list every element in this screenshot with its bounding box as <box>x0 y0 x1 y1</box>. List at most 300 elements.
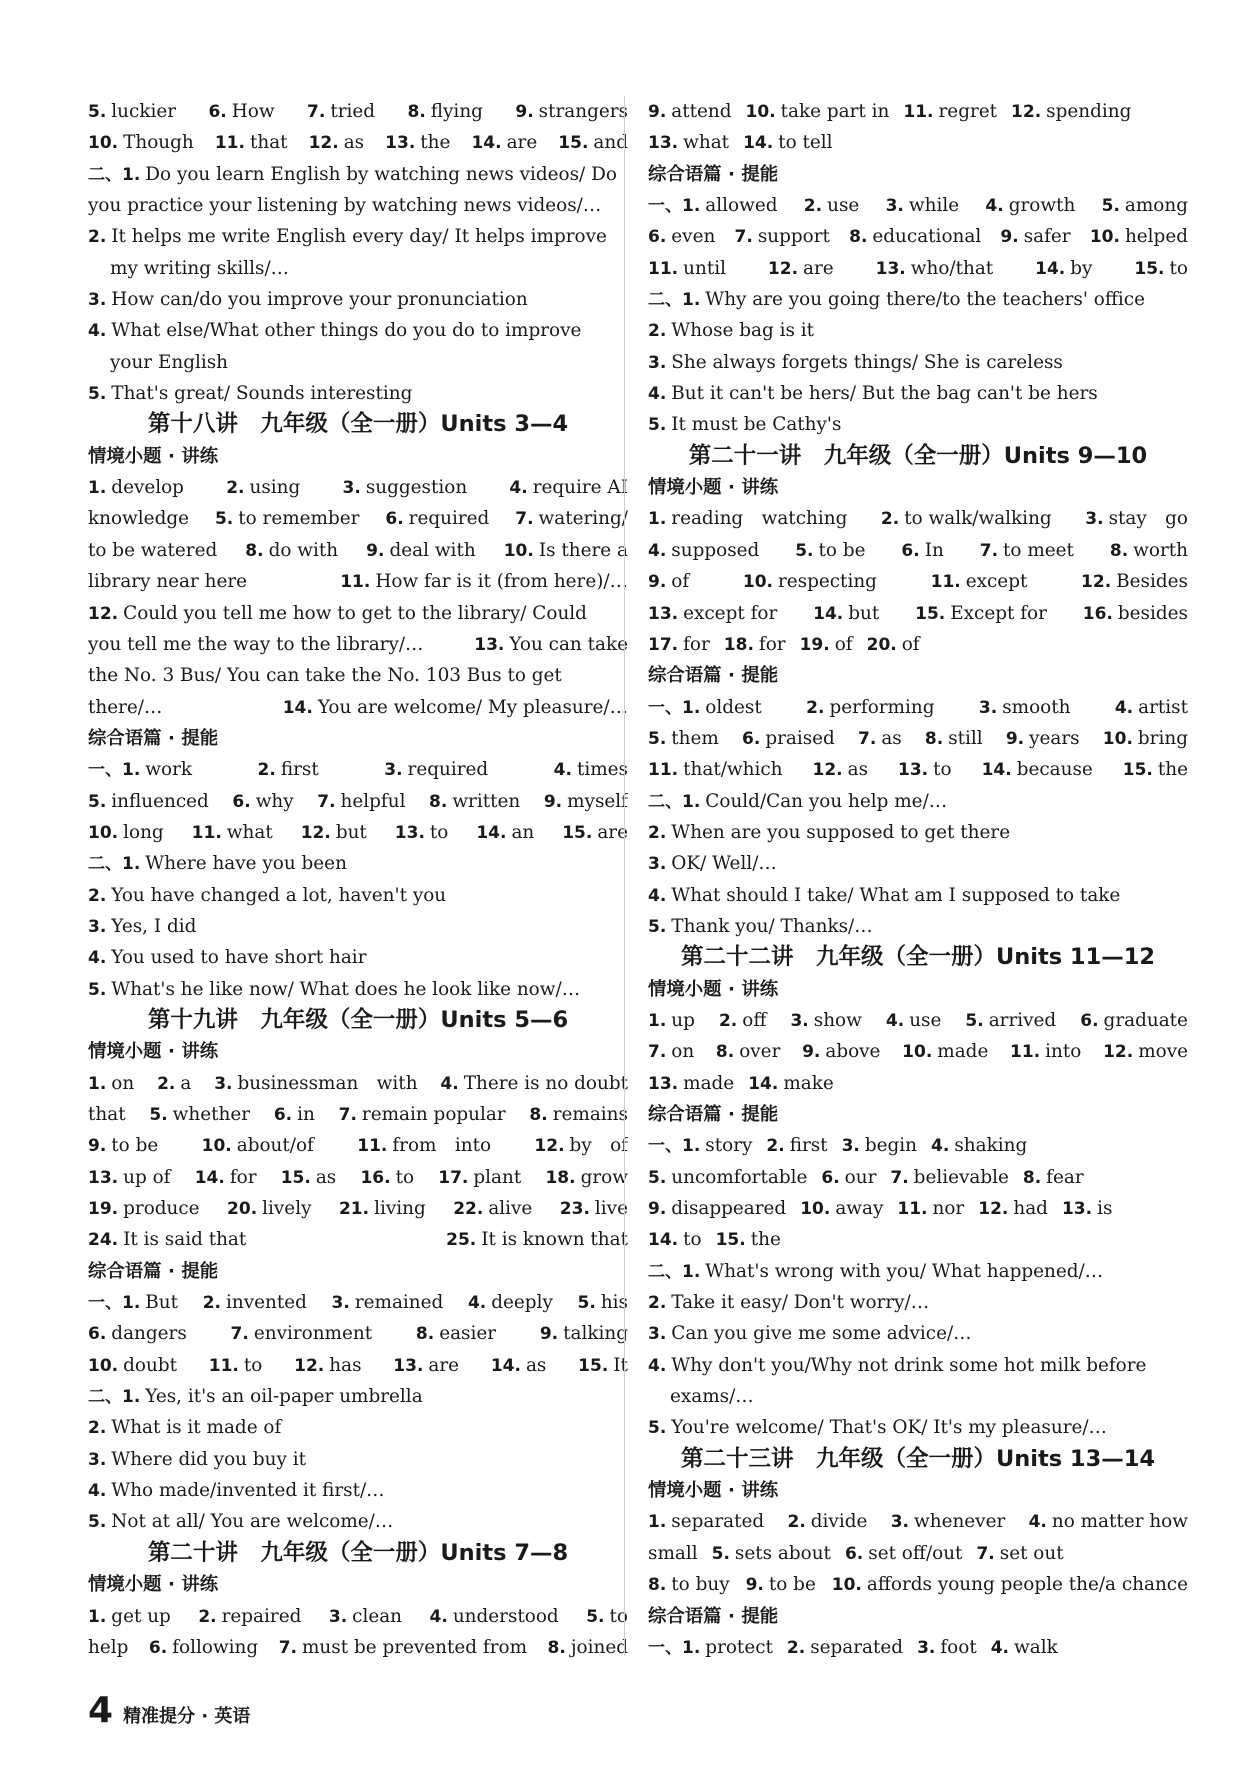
answer-item: 17. for <box>648 633 710 655</box>
answer-item: 3. OK/ Well/… <box>648 853 777 875</box>
answer-item: 6. set off/out <box>844 1542 963 1564</box>
answer-item: 11. that <box>214 132 288 154</box>
answer-line <box>648 1569 1188 1600</box>
answer-item: 20. lively <box>227 1198 312 1220</box>
answer-item: 5. arrived <box>965 1009 1057 1031</box>
answer-item: 9. attend <box>648 101 732 122</box>
answer-item: 10. made <box>902 1041 989 1063</box>
answer-line <box>88 1162 628 1193</box>
answer-item: 15. to <box>1134 257 1188 279</box>
answer-item: 5. Not at all/ You are welcome/… <box>88 1511 394 1533</box>
answer-item: 10. affords young people the/a chance <box>831 1574 1188 1596</box>
answer-line <box>648 1224 1188 1255</box>
answer-item: 3. stay go <box>1085 508 1188 530</box>
answer-item: 10. long <box>88 821 164 843</box>
answer-line <box>648 503 1188 534</box>
section-heading: 情境小题 · 讲练 <box>88 445 219 467</box>
answer-item: 2. Whose bag is it <box>648 320 815 342</box>
answer-line <box>88 1318 628 1349</box>
answer-item: 一、1. story <box>648 1135 753 1157</box>
answer-item: 14. You are welcome/ My pleasure/… <box>282 696 628 718</box>
answer-line <box>88 1381 628 1412</box>
answer-line <box>648 754 1188 785</box>
answer-item: 16. besides <box>1082 602 1188 624</box>
answer-item: 14. as <box>490 1354 547 1376</box>
answer-item: 4. growth <box>985 195 1076 217</box>
answer-item: 9. myself <box>543 790 628 812</box>
answer-item: 9. of <box>648 571 690 593</box>
answer-item: 11. to <box>208 1354 263 1376</box>
section-heading: 综合语篇 · 提能 <box>648 1605 779 1627</box>
answer-item: 2. first <box>257 759 319 781</box>
answer-item: 12. had <box>978 1198 1048 1220</box>
answer-item: 10. take part in <box>745 101 890 122</box>
answer-item: 2. What is it made of <box>88 1417 282 1439</box>
answer-item: 5. influenced <box>88 790 209 812</box>
answer-item: 4. times <box>553 759 628 781</box>
answer-item: 14. an <box>476 821 535 843</box>
answer-line <box>648 1036 1188 1067</box>
answer-item: 6. in <box>273 1104 315 1125</box>
answer-item: 10. about/of <box>201 1135 314 1157</box>
answer-item: 12. are <box>767 257 834 279</box>
section-heading: 综合语篇 · 提能 <box>88 727 219 749</box>
answer-line <box>648 1506 1188 1537</box>
answer-line <box>88 1475 628 1506</box>
answer-item: you practice your listening by watching news videos/… <box>88 195 602 217</box>
answer-line <box>648 1005 1188 1036</box>
answer-item: 12. move <box>1103 1041 1188 1063</box>
answer-item: 13. to <box>394 821 449 843</box>
answer-line <box>88 96 628 127</box>
answer-item: 14. to <box>648 1229 702 1251</box>
answer-line <box>88 284 628 315</box>
answer-line <box>88 221 628 252</box>
answer-item: 14. to tell <box>743 132 833 154</box>
answer-item: 14. but <box>813 602 880 624</box>
answer-item: 15. are <box>562 821 628 843</box>
answer-item: 7. set out <box>976 1542 1064 1564</box>
answer-item: 2. separated <box>786 1636 904 1658</box>
answer-line <box>648 1412 1188 1443</box>
answer-item: 3. How can/do you improve your pronunciation <box>88 289 528 311</box>
answer-item: 4. Why don't you/Why not drink some hot milk before <box>648 1354 1147 1376</box>
answer-line <box>648 723 1188 754</box>
answer-item: 5. What's he like now/ What does he look like now/… <box>88 978 581 1000</box>
answer-item: 6. why <box>232 790 294 812</box>
answer-line <box>88 911 628 942</box>
lecture-heading: 第十九讲 九年级（全一册）Units 5—6 <box>147 1006 569 1033</box>
answer-item: 10. away <box>800 1198 884 1220</box>
section-heading: 综合语篇 · 提能 <box>648 665 779 687</box>
answer-item: 4. supposed <box>648 539 760 561</box>
answer-item: 5. It must be Cathy's <box>648 414 842 436</box>
book-title: 精准提分 · 英语 <box>123 1706 251 1727</box>
answer-item: 6. dangers <box>88 1323 187 1345</box>
answer-item: 9. to be <box>88 1135 159 1157</box>
left-column <box>88 96 628 1663</box>
answer-item: 21. living <box>338 1198 426 1220</box>
answer-item: 11. How far is it (from here)/… <box>340 571 628 593</box>
answer-line <box>88 159 628 190</box>
answer-line <box>648 598 1188 629</box>
answer-item: 13. who/that <box>875 257 994 279</box>
answer-item: 15. the <box>715 1229 781 1251</box>
answer-line <box>648 911 1188 942</box>
answer-line <box>648 629 1188 660</box>
answer-item: 10. Is there a <box>503 539 628 561</box>
answer-line <box>648 96 1188 127</box>
answer-item: 18. for <box>723 633 786 655</box>
answer-item: to be watered <box>88 539 218 561</box>
answer-item: 10. helped <box>1089 226 1188 248</box>
answer-item: 8. flying <box>407 101 483 122</box>
answer-item: 12. as <box>812 759 869 781</box>
answer-item: 9. years <box>1005 727 1080 749</box>
answer-item: 7. support <box>734 226 830 248</box>
answer-item: 6. our <box>821 1166 877 1188</box>
answer-item: 11. that/which <box>648 759 783 781</box>
answer-line <box>648 1318 1188 1349</box>
section-heading: 情境小题 · 讲练 <box>648 477 779 499</box>
answer-line <box>88 1287 628 1318</box>
answer-item: 3. smooth <box>978 696 1071 718</box>
answer-item: 3. She always forgets things/ She is careless <box>648 351 1063 373</box>
answer-item: 1. up <box>648 1009 695 1031</box>
answer-item: 14. for <box>194 1166 257 1188</box>
answer-item: 24. It is said that <box>88 1229 247 1251</box>
answer-item: 5. sets about <box>711 1542 831 1564</box>
answer-item: 10. Though <box>88 132 194 154</box>
answer-item: 一、1. protect <box>648 1636 773 1658</box>
page-number: 4 <box>88 1690 114 1731</box>
answer-item: 3. whenever <box>890 1511 1006 1533</box>
answer-item: small <box>648 1542 698 1564</box>
answer-line <box>648 1068 1188 1099</box>
answer-item: 5. That's great/ Sounds interesting <box>88 383 413 405</box>
answer-item: 2. first <box>766 1135 828 1157</box>
answer-item: 12. but <box>300 821 367 843</box>
answer-line <box>648 315 1188 346</box>
answer-item: 4. deeply <box>467 1292 553 1314</box>
answer-line <box>88 1130 628 1161</box>
answer-item: 9. to be <box>745 1574 816 1596</box>
answer-item: 3. businessman with <box>214 1072 418 1094</box>
answer-item: 9. above <box>802 1041 881 1063</box>
answer-line <box>648 1381 1188 1412</box>
right-column <box>648 96 1188 1663</box>
answer-item: 2. Take it easy/ Don't worry/… <box>648 1292 930 1314</box>
lecture-heading: 第二十讲 九年级（全一册）Units 7—8 <box>147 1539 569 1566</box>
answer-line <box>88 942 628 973</box>
answer-item: 8. easier <box>415 1323 497 1345</box>
answer-item: 4. You used to have short hair <box>88 947 367 969</box>
answer-line <box>648 1350 1188 1381</box>
answer-item: 14. because <box>981 759 1093 781</box>
answer-item: 7. environment <box>230 1323 373 1345</box>
answer-item: 10. bring <box>1102 727 1188 749</box>
answer-item: 二、1. Where have you been <box>88 853 347 875</box>
answer-item: 18. grow <box>545 1166 628 1188</box>
answer-item: 15. It <box>578 1354 628 1376</box>
answer-line <box>88 253 628 284</box>
answer-item: 4. But it can't be hers/ But the bag can't be hers <box>648 383 1098 405</box>
answer-item: 8. remains <box>529 1104 628 1125</box>
answer-item: 二、1. Why are you going there/to the teachers' office <box>648 289 1145 311</box>
answer-item: 1. get up <box>88 1605 171 1627</box>
answer-line <box>88 692 628 723</box>
section-heading: 情境小题 · 讲练 <box>88 1574 219 1596</box>
answer-item: 22. alive <box>453 1198 533 1220</box>
answer-item: 12. Could you tell me how to get to the library/ Could <box>88 602 587 624</box>
answer-item: 1. reading watching <box>648 508 848 530</box>
answer-item: 2. invented <box>202 1292 307 1314</box>
answer-item: 4. There is no doubt <box>440 1072 628 1094</box>
answer-item: 二、1. Yes, it's an oil-paper umbrella <box>88 1386 423 1408</box>
page-footer <box>88 1690 250 1731</box>
answer-item: 5. Thank you/ Thanks/… <box>648 915 873 937</box>
answer-line <box>648 817 1188 848</box>
answer-item: 5. uncomfortable <box>648 1166 808 1188</box>
answer-item: 4. use <box>885 1009 942 1031</box>
answer-item: 10. respecting <box>742 571 877 593</box>
answer-item: there/… <box>88 696 163 718</box>
answer-item: 4. shaking <box>931 1135 1028 1157</box>
answer-item: 11. into <box>1010 1041 1082 1063</box>
answer-item: help <box>88 1636 129 1658</box>
answer-item: 2. repaired <box>198 1605 302 1627</box>
answer-item: 4. artist <box>1114 696 1188 718</box>
answer-line <box>648 880 1188 911</box>
answer-item: 2. to walk/walking <box>880 508 1052 530</box>
answer-item: 6. How <box>208 101 275 122</box>
answer-line <box>88 598 628 629</box>
answer-item: my writing skills/… <box>110 257 290 279</box>
answer-line <box>88 127 628 158</box>
answer-line <box>648 1256 1188 1287</box>
answer-item: 2. using <box>226 477 301 499</box>
answer-item: 3. Yes, I did <box>88 915 197 937</box>
answer-line <box>88 817 628 848</box>
answer-item: 9. talking <box>539 1323 628 1345</box>
answer-item: 5. luckier <box>88 101 177 122</box>
answer-item: 11. from into <box>357 1135 492 1157</box>
answer-item: 4. understood <box>429 1605 559 1627</box>
answer-item: 2. When are you supposed to get there <box>648 821 1011 843</box>
answer-item: 7. must be prevented from <box>278 1636 528 1658</box>
answer-item: 4. Who made/invented it first/… <box>88 1480 385 1502</box>
answer-line <box>88 1193 628 1224</box>
answer-line <box>88 1506 628 1537</box>
answer-item: 5. to <box>586 1605 628 1627</box>
answer-line <box>648 1632 1188 1663</box>
answer-item: library near here <box>88 571 248 593</box>
answer-item: 15. Except for <box>915 602 1047 624</box>
answer-item: 7. helpful <box>317 790 406 812</box>
answer-line <box>648 535 1188 566</box>
answer-line <box>648 1193 1188 1224</box>
answer-item: 2. performing <box>806 696 935 718</box>
answer-item: 3. Can you give me some advice/… <box>648 1323 972 1345</box>
answer-item: 13. what <box>648 132 730 154</box>
answer-line <box>88 347 628 378</box>
answer-item: 一、1. work <box>88 759 193 781</box>
answer-item: your English <box>110 351 229 373</box>
answer-line <box>648 1162 1188 1193</box>
answer-item: 7. on <box>648 1041 695 1063</box>
answer-item: 9. safer <box>1000 226 1071 248</box>
answer-item: 25. It is known that <box>446 1229 628 1251</box>
answer-line <box>648 566 1188 597</box>
answer-item: 4. walk <box>990 1636 1058 1658</box>
answer-item: 3. required <box>384 759 489 781</box>
answer-line <box>648 378 1188 409</box>
answer-line <box>88 848 628 879</box>
answer-item: 19. produce <box>88 1198 200 1220</box>
section-heading: 情境小题 · 讲练 <box>88 1041 219 1063</box>
answer-item: 16. to <box>360 1166 415 1188</box>
answer-item: 3. begin <box>841 1135 918 1157</box>
answer-item: 7. as <box>858 727 902 749</box>
answer-item: 11. nor <box>897 1198 965 1220</box>
section-heading: 综合语篇 · 提能 <box>88 1260 219 1282</box>
answer-item: 2. It helps me write English every day/ It helps improve <box>88 226 607 248</box>
answer-line <box>88 880 628 911</box>
answer-item: 5. to be <box>795 539 866 561</box>
answer-item: 一、1. allowed <box>648 195 778 217</box>
answer-item: 2. use <box>803 195 860 217</box>
answer-item: 8. over <box>715 1041 781 1063</box>
answer-item: 1. develop <box>88 477 184 499</box>
lecture-heading: 第二十一讲 九年级（全一册）Units 9—10 <box>688 442 1148 469</box>
answer-line <box>88 1632 628 1663</box>
answer-item: 19. of <box>799 633 853 655</box>
answer-item: 11. what <box>191 821 273 843</box>
answer-item: 3. remained <box>331 1292 444 1314</box>
answer-item: 5. his <box>577 1292 628 1314</box>
answer-line <box>648 692 1188 723</box>
answer-item: 15. the <box>1122 759 1188 781</box>
answer-item: 14. by <box>1035 257 1093 279</box>
answer-item: 4. no matter how <box>1028 1511 1188 1533</box>
answer-item: 13. up of <box>88 1166 171 1188</box>
answer-item: 12. has <box>294 1354 362 1376</box>
answer-line <box>648 253 1188 284</box>
answer-item: 1. on <box>88 1072 135 1094</box>
answer-item: 12. spending <box>1011 101 1132 122</box>
answer-item: 8. still <box>924 727 983 749</box>
answer-line <box>88 472 628 503</box>
answer-line <box>88 1350 628 1381</box>
answer-line <box>648 1538 1188 1569</box>
answer-item: 7. remain popular <box>338 1104 506 1125</box>
answer-item: you tell me the way to the library/… <box>88 633 424 655</box>
lecture-heading: 第十八讲 九年级（全一册）Units 3—4 <box>147 411 569 438</box>
answer-line <box>648 284 1188 315</box>
column-divider <box>624 96 625 1656</box>
lecture-heading: 第二十二讲 九年级（全一册）Units 11—12 <box>680 944 1156 971</box>
answer-line <box>88 974 628 1005</box>
answer-item: 4. What else/What other things do you do to improve <box>88 320 582 342</box>
answer-item: 8. worth <box>1109 539 1188 561</box>
answer-item: 8. to buy <box>648 1574 730 1596</box>
answer-item: 6. graduate <box>1080 1009 1188 1031</box>
answer-item: 7. tried <box>307 101 376 122</box>
answer-item: 13. You can take <box>474 633 628 655</box>
answer-item: 6. required <box>385 508 490 530</box>
answer-item: 8. do with <box>245 539 339 561</box>
lecture-heading: 第二十三讲 九年级（全一册）Units 13—14 <box>680 1445 1156 1472</box>
answer-item: 4. require AI <box>509 477 628 499</box>
answer-item: 8. educational <box>849 226 982 248</box>
answer-item: 6. even <box>648 226 716 248</box>
answer-line <box>88 315 628 346</box>
answer-item: 2. divide <box>787 1511 868 1533</box>
answer-item: 13. is <box>1061 1198 1113 1220</box>
answer-item: 3. suggestion <box>342 477 468 499</box>
answer-line <box>88 754 628 785</box>
answer-item: 5. to remember <box>214 508 360 530</box>
answer-line <box>88 1099 628 1130</box>
answer-item: 3. clean <box>328 1605 403 1627</box>
answer-item: 5. among <box>1101 195 1188 217</box>
answer-line <box>648 190 1188 221</box>
answer-item: 二、1. What's wrong with you/ What happened/… <box>648 1260 1104 1282</box>
answer-item: 9. strangers <box>515 101 628 122</box>
answer-line <box>648 409 1188 440</box>
answer-item: 3. show <box>790 1009 862 1031</box>
answer-item: 11. until <box>648 257 726 279</box>
section-heading: 情境小题 · 讲练 <box>648 1480 779 1502</box>
answer-item: 5. them <box>648 727 719 749</box>
answer-item: 8. joined <box>547 1636 628 1658</box>
answer-item: 12. Besides <box>1081 571 1188 593</box>
answer-item: 二、1. Do you learn English by watching news videos/ Do <box>88 163 617 185</box>
answer-line <box>88 535 628 566</box>
answer-item: 15. and <box>558 132 628 154</box>
answer-item: 7. to meet <box>979 539 1074 561</box>
answer-item: knowledge <box>88 508 189 530</box>
answer-line <box>88 1444 628 1475</box>
answer-item: 2. a <box>157 1072 192 1094</box>
answer-item: 14. make <box>748 1072 834 1094</box>
answer-item: 9. deal with <box>366 539 476 561</box>
answer-item: 14. are <box>471 132 538 154</box>
answer-line <box>88 1068 628 1099</box>
answer-line <box>88 660 628 691</box>
answer-item: 6. praised <box>742 727 835 749</box>
answer-line <box>88 629 628 660</box>
answer-item: 5. You're welcome/ That's OK/ It's my pleasure/… <box>648 1417 1107 1439</box>
answer-item: 6. In <box>901 539 944 561</box>
answer-item: 7. watering/ <box>515 508 628 530</box>
answer-item: 9. disappeared <box>648 1198 787 1220</box>
answer-line <box>648 848 1188 879</box>
answer-item: 12. by of <box>534 1135 628 1157</box>
answer-item: that <box>88 1104 126 1125</box>
answer-item: 二、1. Could/Can you help me/… <box>648 790 948 812</box>
answer-item: 3. while <box>885 195 960 217</box>
answer-line <box>648 786 1188 817</box>
answer-item: 一、1. oldest <box>648 696 762 718</box>
answer-line <box>88 1412 628 1443</box>
answer-line <box>88 190 628 221</box>
answer-line <box>648 127 1188 158</box>
section-heading: 综合语篇 · 提能 <box>648 163 779 185</box>
answer-item: 13. except for <box>648 602 778 624</box>
section-heading: 情境小题 · 讲练 <box>648 978 779 1000</box>
answer-line <box>88 1601 628 1632</box>
